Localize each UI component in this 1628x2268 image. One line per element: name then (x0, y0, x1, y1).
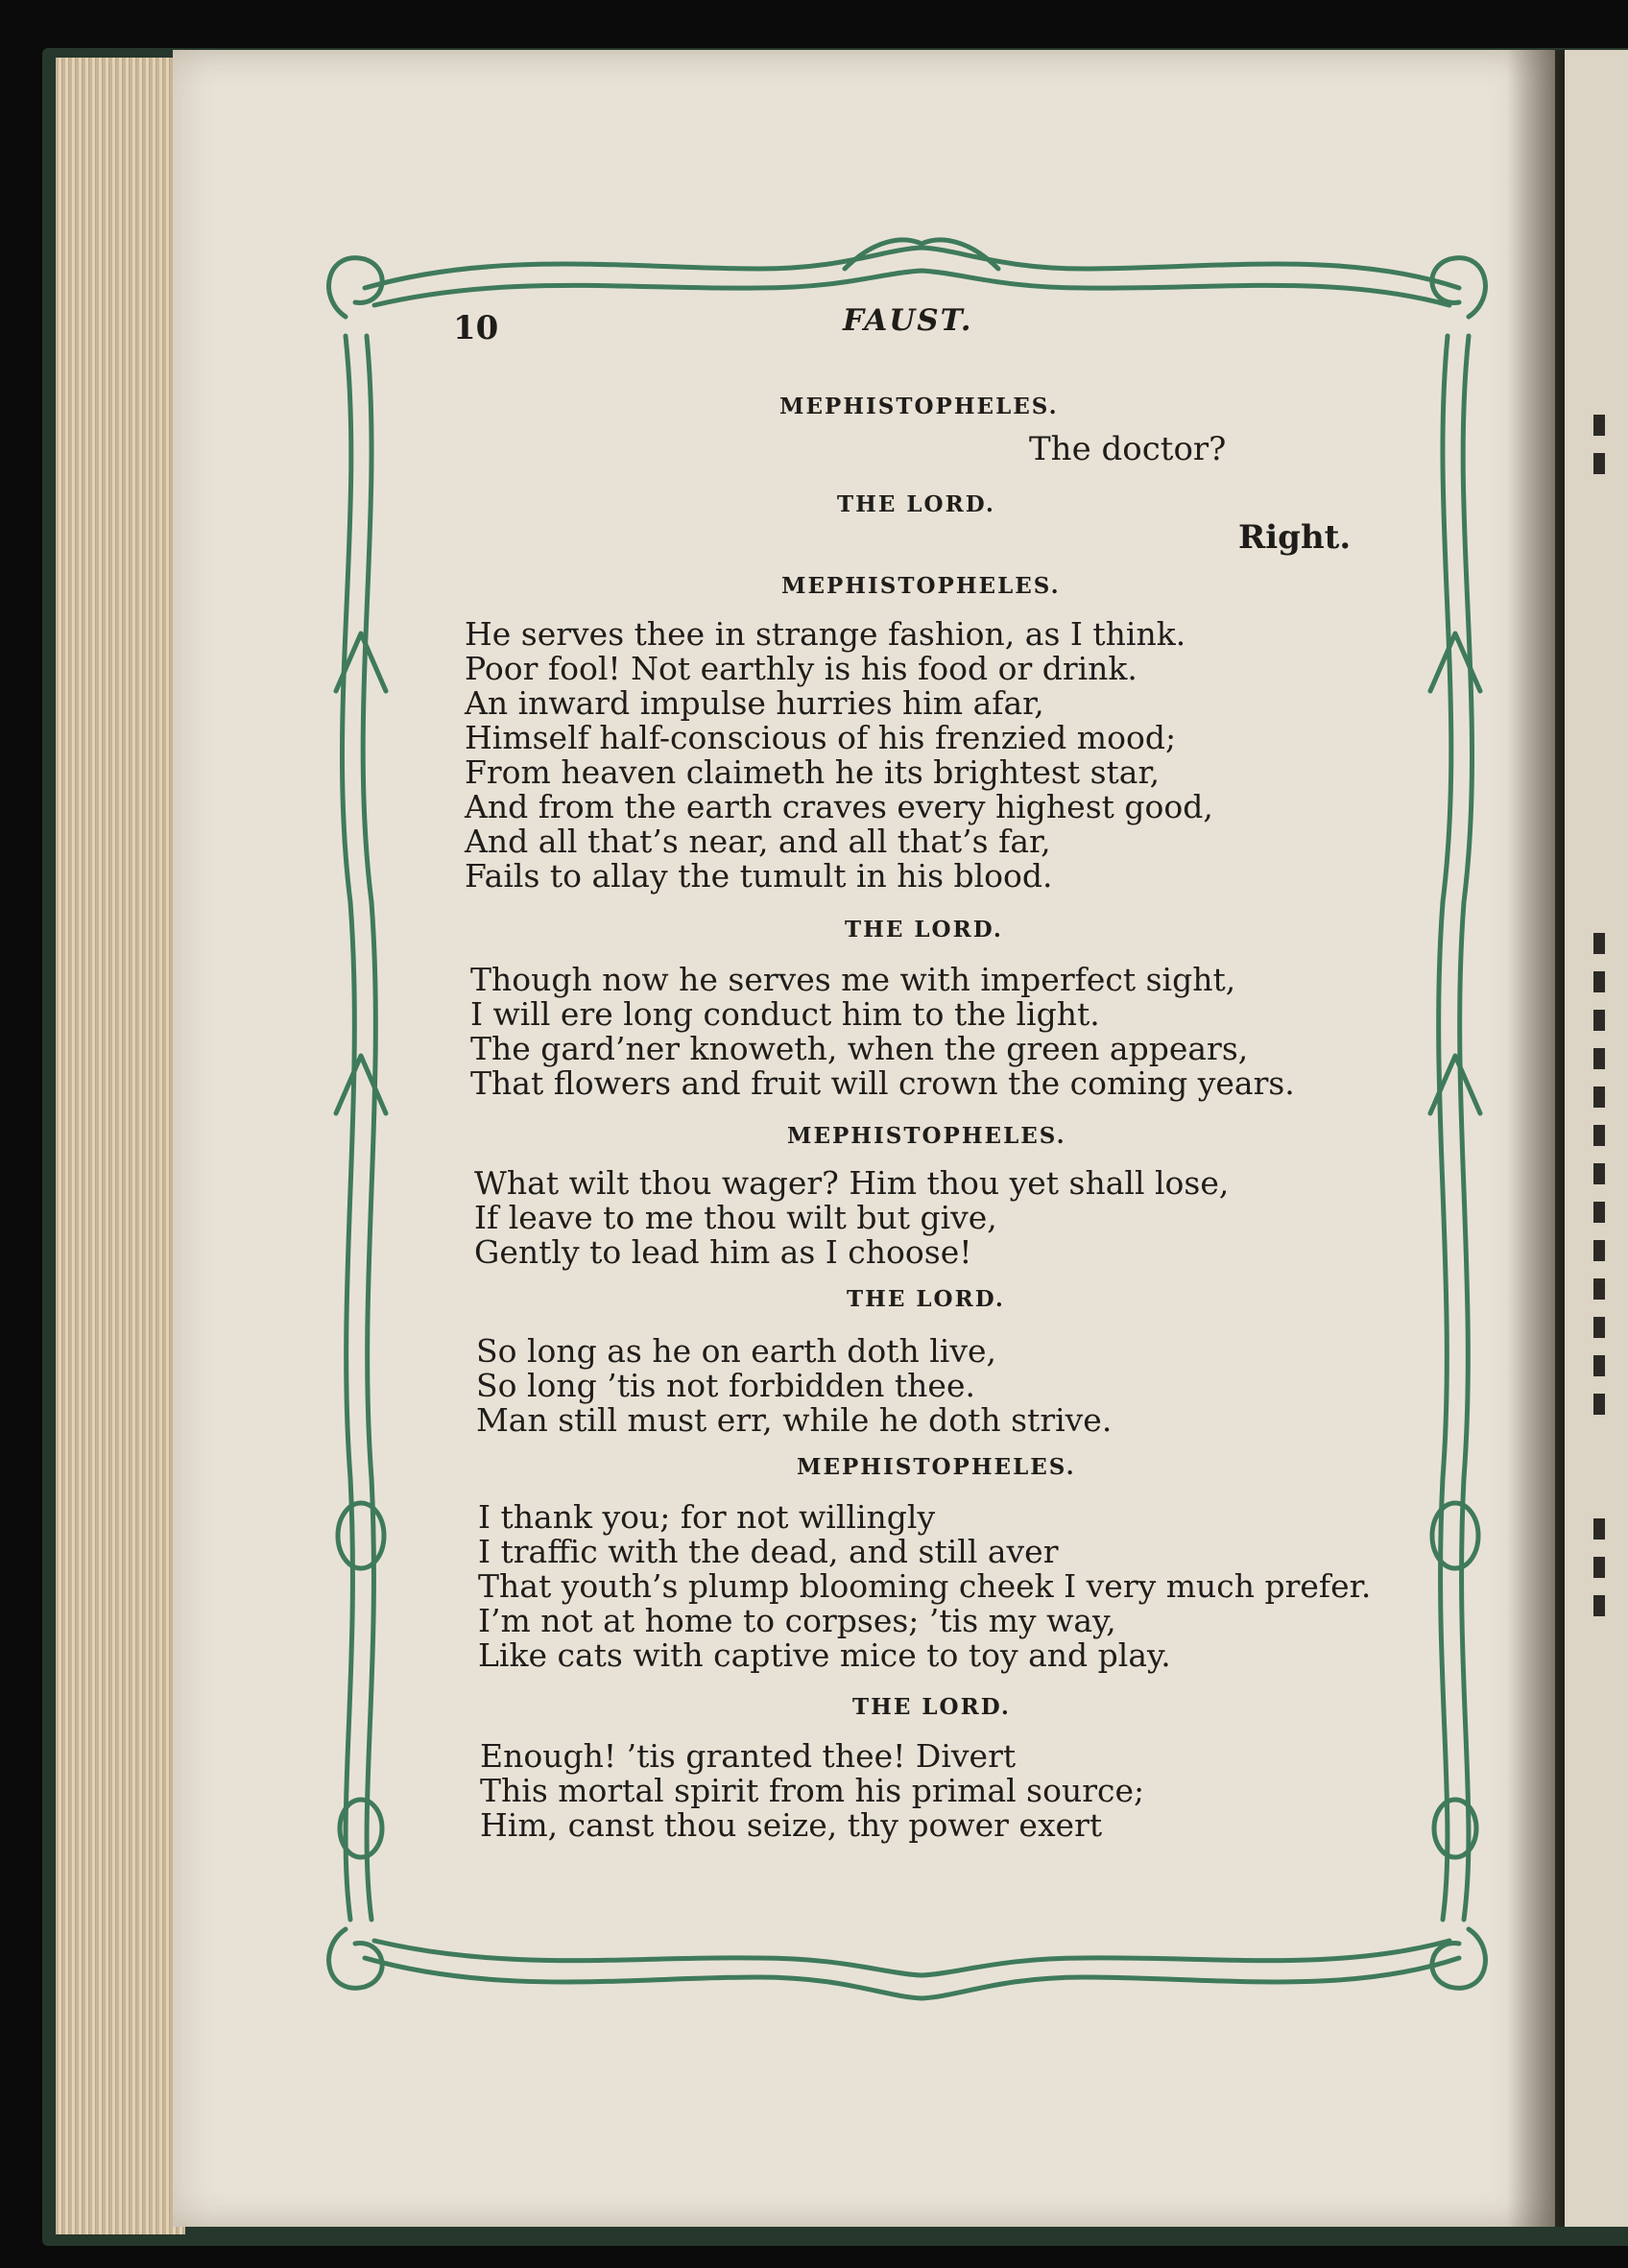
speaker-heading: THE LORD. (852, 1694, 1011, 1720)
speaker-heading: THE LORD. (837, 491, 995, 517)
verse-line: Man still must err, while he doth strive. (476, 1401, 1113, 1439)
verse-stanza (476, 1334, 1112, 1438)
verse-stanza (474, 1166, 1229, 1270)
verse-line: I traffic with the dead, and still aver (478, 1533, 1059, 1570)
verse-line: What wilt thou wager? Him thou yet shall lose, (474, 1164, 1230, 1202)
verse-stanza (480, 1739, 1144, 1843)
verse-stanza (465, 617, 1213, 894)
verse-line: So long ’tis not forbidden thee. (476, 1367, 975, 1404)
verse-line: That youth’s plump blooming cheek I very much prefer. (478, 1567, 1372, 1605)
verse-line: From heaven claimeth he its brightest star, (465, 753, 1161, 791)
verse-line: Poor fool! Not earthly is his food or drink. (465, 650, 1137, 687)
verse-line: Himself half-conscious of his frenzied mood; (465, 719, 1177, 756)
verse-line: Fails to allay the tumult in his blood. (465, 857, 1053, 895)
speaker-heading: MEPHISTOPHELES. (787, 1123, 1066, 1149)
verse-line: If leave to me thou wilt but give, (474, 1199, 997, 1236)
verse-line: Gently to lead him as I choose! (474, 1233, 972, 1271)
speaker-heading: MEPHISTOPHELES. (797, 1454, 1076, 1480)
page-number: 10 (453, 309, 499, 347)
verse-line: He serves thee in strange fashion, as I think. (465, 615, 1186, 653)
verse-line: And all that’s near, and all that’s far, (465, 823, 1051, 860)
verse-line: Him, canst thou seize, thy power exert (480, 1806, 1103, 1844)
next-page-edge (1565, 50, 1628, 2227)
verse-line: I will ere long conduct him to the light. (470, 995, 1100, 1033)
verse-line: An inward impulse hurries him afar, (465, 684, 1044, 722)
verse-line: That flowers and fruit will crown the coming years. (470, 1064, 1295, 1102)
verse-stanza (470, 963, 1295, 1101)
verse-line: Enough! ’tis granted thee! Divert (480, 1737, 1017, 1775)
verse-line: Right. (1238, 518, 1352, 557)
verse-line: Though now he serves me with imperfect sight, (470, 961, 1236, 998)
verse-line: This mortal spirit from his primal source; (480, 1772, 1145, 1809)
page-edges (56, 58, 185, 2234)
verse-line: The gard’ner knoweth, when the green appears, (470, 1030, 1249, 1067)
verse-line: So long as he on earth doth live, (476, 1332, 996, 1370)
verse-line: I’m not at home to corpses; ’tis my way, (478, 1602, 1116, 1639)
verse-line: The doctor? (1029, 430, 1227, 468)
running-title: FAUST. (843, 303, 973, 338)
speaker-heading: THE LORD. (847, 1286, 1005, 1312)
verse-stanza (478, 1500, 1371, 1673)
verse-line: And from the earth craves every highest good, (465, 788, 1213, 825)
speaker-heading: THE LORD. (845, 917, 1003, 943)
verse-line: Like cats with captive mice to toy and play. (478, 1636, 1171, 1674)
speaker-heading: MEPHISTOPHELES. (779, 394, 1059, 419)
speaker-heading: MEPHISTOPHELES. (781, 573, 1061, 599)
verse-line: I thank you; for not willingly (478, 1498, 936, 1536)
